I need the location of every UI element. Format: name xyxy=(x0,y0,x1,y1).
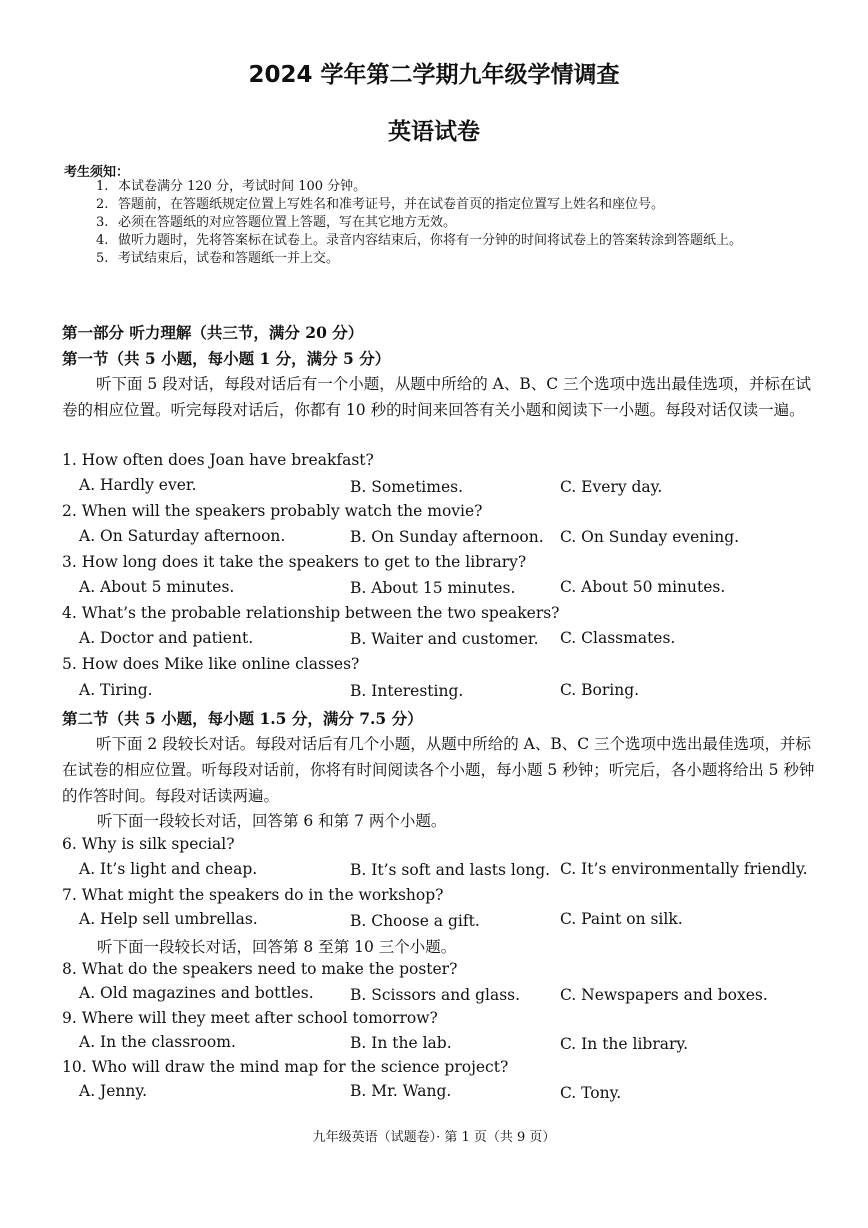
option-a: A. In the classroom. xyxy=(79,1033,236,1051)
option-b: B. Waiter and customer. xyxy=(350,630,539,648)
option-b: B. About 15 minutes. xyxy=(350,579,516,597)
notice-item xyxy=(96,250,826,268)
part1-heading: 第一部分 听力理解（共三节，满分 20 分） xyxy=(62,323,364,342)
notice-item-number: 4. xyxy=(96,233,109,248)
exam-title: 2024 学年第二学期九年级学情调查 xyxy=(248,62,620,88)
option-a: A. On Saturday afternoon. xyxy=(79,527,286,545)
notice-item xyxy=(96,178,826,196)
section2-instruction: 听下面 2 段较长对话。每段对话后有几个小题，从题中所给的 A、B、C 三个选项中选出最佳选项，并标在试卷的相应位置。听每段对话前，你将有时间阅读各个小题，每小题 5 秒钟；听完后，各小题将给出 5 秒钟的作答时间。每段对话读两遍。 xyxy=(62,735,815,805)
option-a: A. Jenny. xyxy=(79,1082,148,1100)
section2-heading: 第二节（共 5 小题，每小题 1.5 分，满分 7.5 分） xyxy=(62,709,423,728)
question-stem: 5. How does Mike like online classes? xyxy=(62,655,360,673)
option-b: B. Mr. Wang. xyxy=(350,1082,452,1100)
exam-subtitle: 英语试卷 xyxy=(388,119,480,145)
section1-heading: 第一节（共 5 小题，每小题 1 分，满分 5 分） xyxy=(62,349,391,368)
question-stem: 6. Why is silk special? xyxy=(62,835,235,853)
notice-item-number: 5. xyxy=(96,251,109,266)
option-c: C. In the library. xyxy=(560,1035,689,1053)
option-a: A. Old magazines and bottles. xyxy=(79,984,314,1002)
option-c: C. Paint on silk. xyxy=(560,910,683,928)
option-c: C. On Sunday evening. xyxy=(560,528,740,546)
notice-item xyxy=(96,232,826,250)
page-footer: 九年级英语（试题卷）· 第 1 页（共 9 页） xyxy=(312,1130,556,1145)
notice-item-text: 答题前，在答题纸规定位置上写姓名和准考证号，并在试卷首页的指定位置写上姓名和座位号。 xyxy=(118,197,665,212)
question-stem: 2. When will the speakers probably watch the movie? xyxy=(62,502,483,520)
notice-item xyxy=(96,196,826,214)
notice-item-text: 必须在答题纸的对应答题位置上答题，写在其它地方无效。 xyxy=(118,215,457,230)
notice-heading: 考生须知： xyxy=(64,165,130,180)
option-a: A. Tiring. xyxy=(79,681,153,699)
section1-instruction: 听下面 5 段对话，每段对话后有一个小题，从题中所给的 A、B、C 三个选项中选出最佳选项，并标在试卷的相应位置。听完每段对话后，你都有 10 秒的时间来回答有关小题和阅读下一小题。每段对话仅读一遍。 xyxy=(62,375,812,419)
option-c: C. Tony. xyxy=(560,1084,622,1102)
option-b: B. Interesting. xyxy=(350,682,464,700)
question-stem: 7. What might the speakers do in the workshop? xyxy=(62,886,444,904)
option-a: A. Help sell umbrellas. xyxy=(79,910,258,928)
option-c: C. About 50 minutes. xyxy=(560,578,726,596)
question-stem: 3. How long does it take the speakers to get to the library? xyxy=(62,553,527,571)
option-b: B. It’s soft and lasts long. xyxy=(350,861,551,879)
notice-item-text: 考试结束后，试卷和答题纸一并上交。 xyxy=(118,251,340,266)
notice-item-text: 做听力题时，先将答案标在试卷上。录音内容结束后，你将有一分钟的时间将试卷上的答案转涂到答题纸上。 xyxy=(118,233,743,248)
option-c: C. Every day. xyxy=(560,478,663,496)
question-stem: 9. Where will they meet after school tomorrow? xyxy=(62,1009,438,1027)
option-a: A. About 5 minutes. xyxy=(79,578,235,596)
option-c: C. It’s environmentally friendly. xyxy=(560,860,808,878)
option-c: C. Newspapers and boxes. xyxy=(560,986,768,1004)
notice-list xyxy=(96,178,826,268)
section2-sub-instruction: 听下面一段较长对话，回答第 6 和第 7 两个小题。 xyxy=(97,812,447,830)
option-b: B. Choose a gift. xyxy=(350,912,480,930)
question-stem: 10. Who will draw the mind map for the science project? xyxy=(62,1058,509,1076)
notice-item-text: 本试卷满分 120 分，考试时间 100 分钟。 xyxy=(118,179,367,194)
notice-item xyxy=(96,214,826,232)
notice-item-number: 2. xyxy=(96,197,109,212)
option-c: C. Classmates. xyxy=(560,629,676,647)
option-a: A. It’s light and cheap. xyxy=(79,860,258,878)
option-b: B. In the lab. xyxy=(350,1034,452,1052)
question-stem: 8. What do the speakers need to make the poster? xyxy=(62,960,458,978)
option-b: B. Scissors and glass. xyxy=(350,986,521,1004)
option-b: B. Sometimes. xyxy=(350,478,464,496)
notice-item-number: 1. xyxy=(96,179,109,194)
option-c: C. Boring. xyxy=(560,681,640,699)
notice-item-number: 3. xyxy=(96,215,109,230)
option-a: A. Hardly ever. xyxy=(79,476,197,494)
option-b: B. On Sunday afternoon. xyxy=(350,528,544,546)
option-a: A. Doctor and patient. xyxy=(79,629,254,647)
question-stem: 4. What’s the probable relationship between the two speakers? xyxy=(62,604,560,622)
section2-sub-instruction: 听下面一段较长对话，回答第 8 至第 10 三个小题。 xyxy=(97,938,457,956)
question-stem: 1. How often does Joan have breakfast? xyxy=(62,451,374,469)
